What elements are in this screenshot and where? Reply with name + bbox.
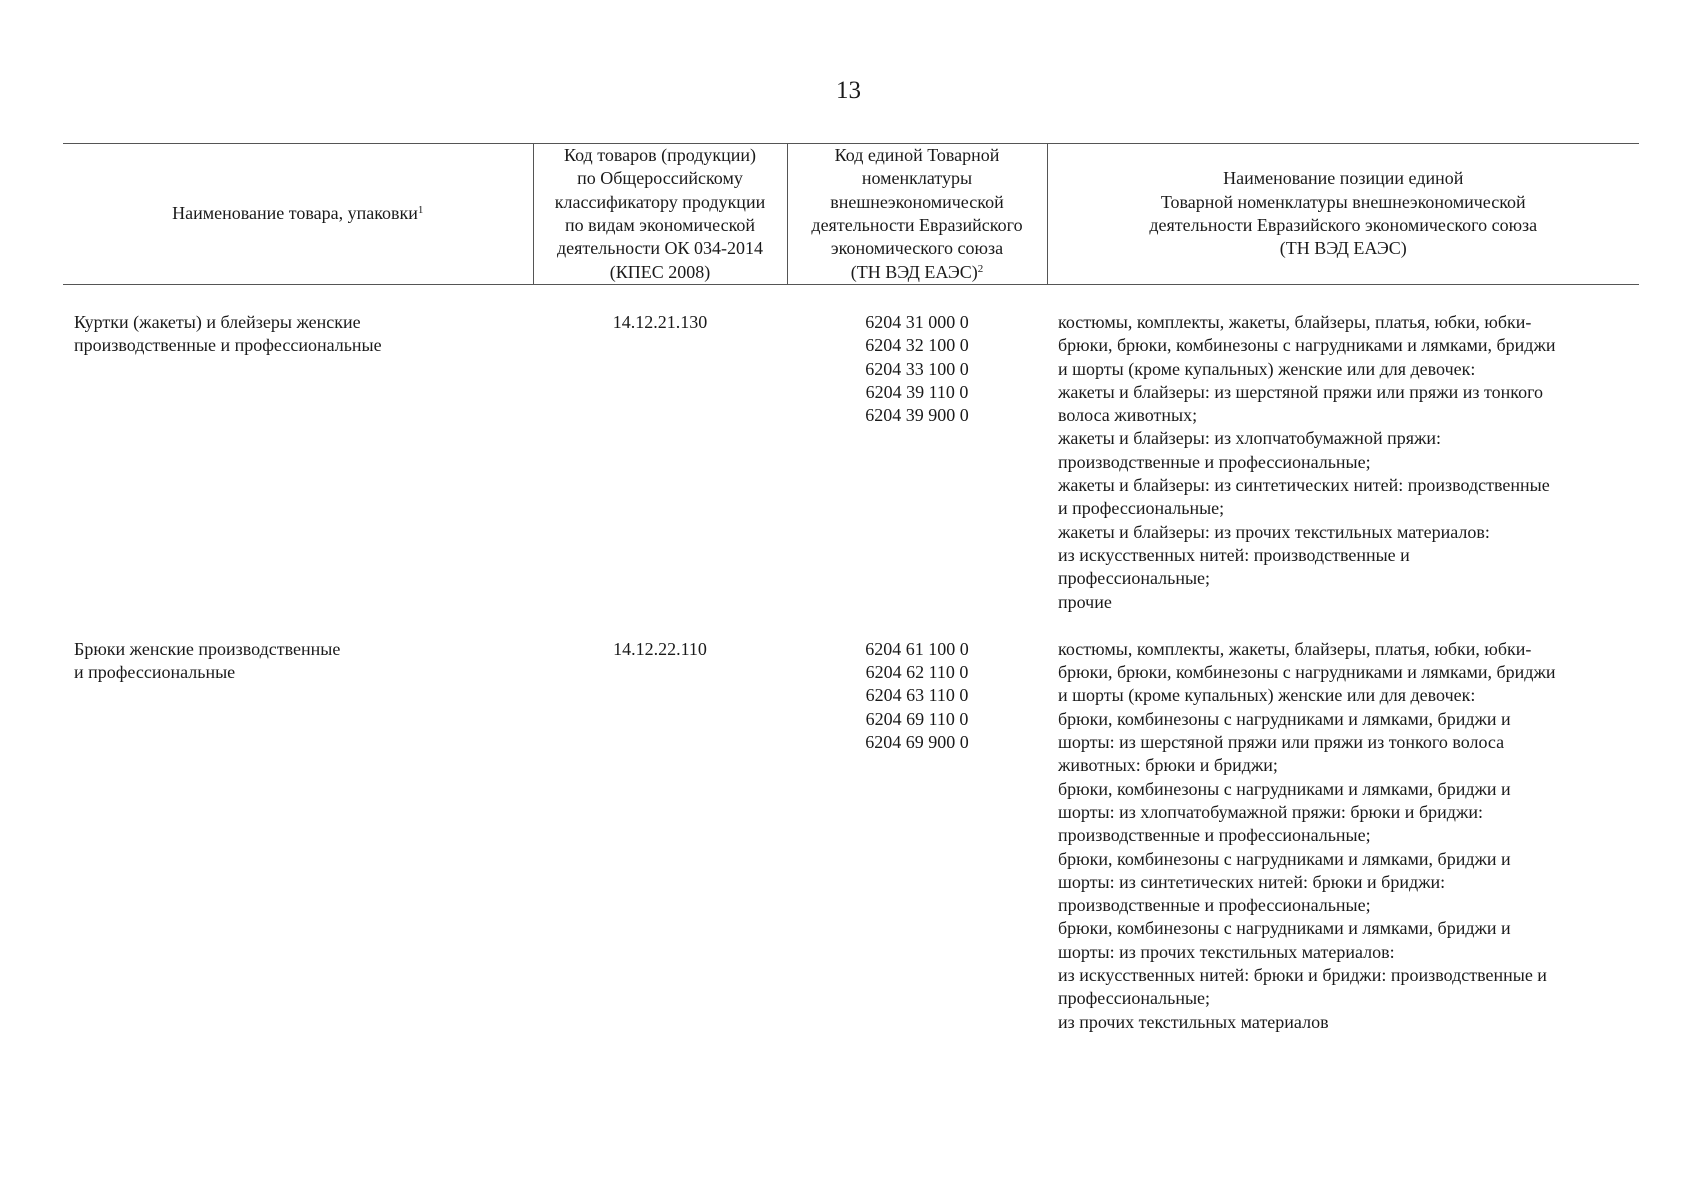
text-line: брюки, брюки, комбинезоны с нагрудниками и лямками, бриджи: [1058, 662, 1556, 683]
text-line: и профессиональные;: [1058, 498, 1225, 519]
text-line: волоса животных;: [1058, 405, 1198, 426]
header-line: Товарной номенклатуры внешнеэкономической: [1160, 191, 1526, 212]
text-line: Куртки (жакеты) и блейзеры женские: [74, 312, 361, 332]
text-line: профессиональные;: [1058, 568, 1211, 589]
tnved-code: 6204 69 900 0: [865, 732, 969, 753]
text-line: и профессиональные: [74, 662, 236, 683]
text-line: прочие: [1058, 591, 1112, 612]
text-line: производственные и профессиональные: [74, 335, 382, 356]
tnved-code-cell: [787, 614, 1047, 1034]
tnved-code: 6204 61 100 0: [865, 638, 969, 659]
header-line: деятельности Евразийского: [811, 215, 1023, 235]
header-line: по Общероссийскому: [577, 168, 743, 189]
tnved-code: 6204 33 100 0: [865, 358, 969, 379]
header-line: [791, 261, 1044, 284]
table-row: [63, 285, 1639, 614]
text-line: брюки, комбинезоны с нагрудниками и лямками, бриджи и: [1058, 778, 1511, 799]
text-line: животных: брюки и бриджи;: [1058, 755, 1278, 776]
product-name-cell: [63, 614, 533, 1034]
text-line: производственные и профессиональные;: [1058, 895, 1371, 916]
text-line: шорты: из прочих текстильных материалов:: [1058, 941, 1395, 962]
okpd-code-cell: [533, 285, 787, 614]
header-line: (ТН ВЭД ЕАЭС): [1279, 238, 1407, 259]
header-product-name-text: Наименование товара, упаковки: [172, 203, 418, 224]
tnved-code: 6204 69 110 0: [865, 708, 969, 729]
header-line: Код товаров (продукции): [563, 145, 757, 166]
header-line: Наименование позиции единой: [1223, 168, 1464, 189]
text-line: шорты: из шерстяной пряжи или пряжи из тонкого волоса: [1058, 732, 1505, 753]
text-line: производственные и профессиональные;: [1058, 825, 1371, 846]
tnved-code-cell: [787, 285, 1047, 614]
tnved-code: 6204 31 000 0: [865, 312, 969, 332]
text-line: жакеты и блайзеры: из шерстяной пряжи или пряжи из тонкого: [1058, 381, 1544, 402]
okpd-code: 14.12.21.130: [612, 312, 708, 332]
footnote-marker-1: 1: [417, 204, 424, 217]
text-line: Брюки женские производственные: [74, 638, 341, 659]
header-line: внешнеэкономической: [830, 191, 1004, 212]
tnved-code: 6204 63 110 0: [865, 685, 969, 706]
header-line: деятельности Евразийского экономического союза: [1149, 215, 1538, 235]
tnved-code: 6204 32 100 0: [865, 335, 969, 356]
tnved-code: 6204 39 110 0: [865, 381, 969, 402]
okpd-code: 14.12.22.110: [613, 638, 707, 659]
header-line-text: (ТН ВЭД ЕАЭС): [850, 261, 978, 282]
header-tnved-position-name: [1047, 144, 1639, 285]
text-line: брюки, комбинезоны с нагрудниками и лямками, бриджи и: [1058, 848, 1511, 869]
tnved-code: 6204 39 900 0: [865, 405, 969, 426]
header-okpd-code: [533, 144, 787, 285]
text-line: из искусственных нитей: производственные и: [1058, 544, 1410, 565]
tnved-description-cell: [1047, 285, 1639, 614]
header-tnved-code: [787, 144, 1047, 285]
header-line: номенклатуры: [861, 168, 973, 189]
text-line: и шорты (кроме купальных) женские или для девочек:: [1058, 358, 1476, 379]
text-line: из прочих текстильных материалов: [1058, 1011, 1329, 1032]
header-line: Код единой Товарной: [834, 145, 1000, 166]
text-line: шорты: из хлопчатобумажной пряжи: брюки и бриджи:: [1058, 801, 1483, 822]
header-line: по видам экономической: [564, 215, 756, 235]
text-line: жакеты и блайзеры: из прочих текстильных материалов:: [1058, 521, 1490, 542]
text-line: жакеты и блайзеры: из хлопчатобумажной пряжи:: [1058, 428, 1442, 449]
okpd-code-cell: [533, 614, 787, 1034]
header-line: классификатору продукции: [554, 191, 766, 212]
tnved-code: 6204 62 110 0: [865, 662, 969, 683]
text-line: из искусственных нитей: брюки и бриджи: производственные и: [1058, 965, 1547, 986]
page-number: 13: [836, 77, 861, 104]
text-line: жакеты и блайзеры: из синтетических нитей: производственные: [1058, 475, 1550, 496]
product-name-cell: [63, 285, 533, 614]
table-row: [63, 614, 1639, 1034]
table-header-row: [63, 144, 1639, 285]
text-line: и шорты (кроме купальных) женские или для девочек:: [1058, 685, 1476, 706]
text-line: производственные и профессиональные;: [1058, 451, 1371, 472]
footnote-marker-2: 2: [977, 262, 984, 275]
text-line: брюки, комбинезоны с нагрудниками и лямками, бриджи и: [1058, 918, 1511, 939]
text-line: профессиональные;: [1058, 988, 1211, 1009]
header-line: экономического союза: [830, 238, 1004, 259]
text-line: шорты: из синтетических нитей: брюки и бриджи:: [1058, 871, 1446, 892]
header-line: (КПЕС 2008): [609, 261, 711, 282]
header-product-name: [63, 144, 533, 285]
text-line: брюки, комбинезоны с нагрудниками и лямками, бриджи и: [1058, 708, 1511, 729]
text-line: брюки, брюки, комбинезоны с нагрудниками и лямками, бриджи: [1058, 335, 1556, 356]
text-line: костюмы, комплекты, жакеты, блайзеры, платья, юбки, юбки-: [1058, 638, 1532, 659]
header-line: деятельности ОК 034-2014: [556, 238, 764, 259]
tnved-description-cell: [1047, 614, 1639, 1034]
text-line: костюмы, комплекты, жакеты, блайзеры, платья, юбки, юбки-: [1058, 312, 1532, 332]
classification-table: [63, 143, 1639, 1034]
